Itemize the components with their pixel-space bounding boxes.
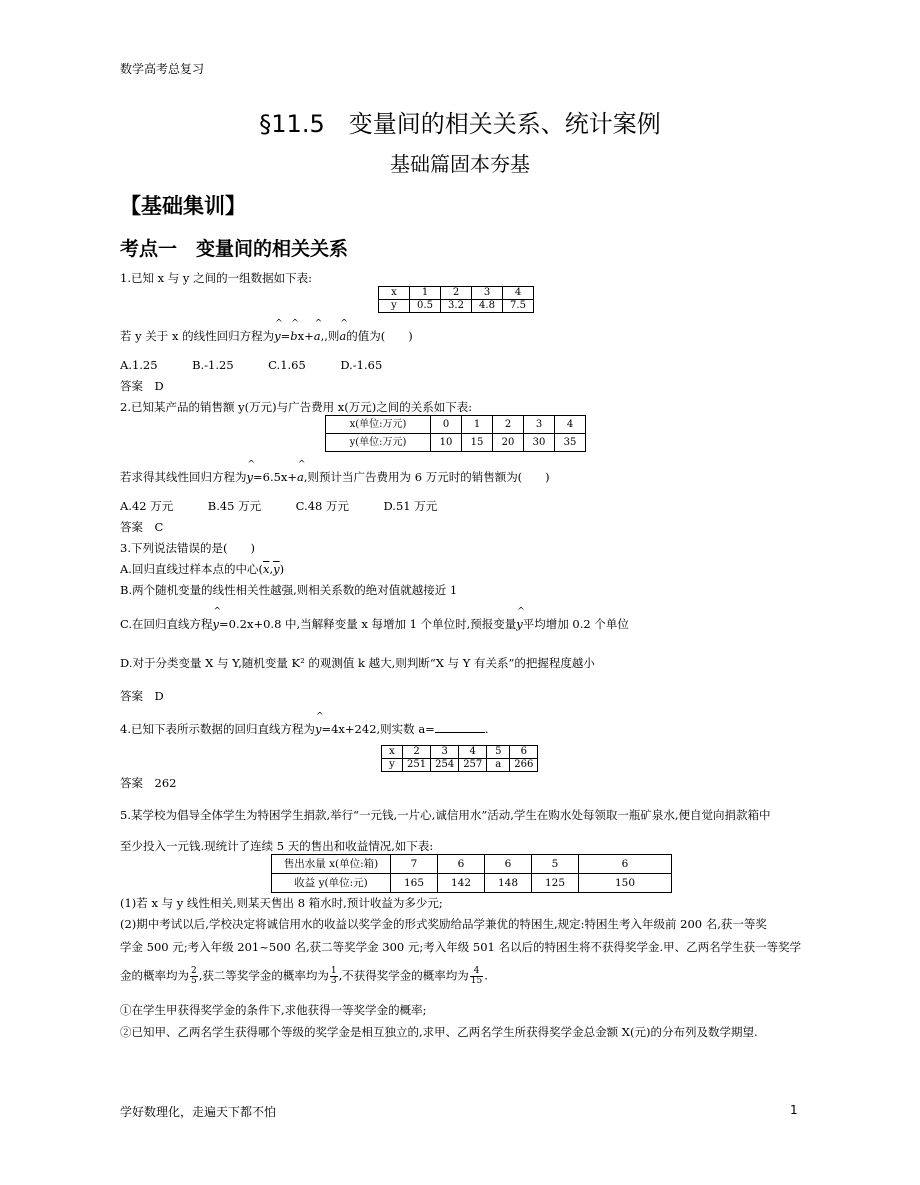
table-cell: y(单位:万元) — [326, 434, 431, 452]
q5-part2-line1: (2)期中考试以后,学校决定将诚信用水的收益以奖学金的形式奖励给品学兼优的特困生,规定:特困生考入年级前 200 名,获一等奖 — [120, 917, 767, 931]
table-cell: a — [487, 759, 510, 772]
q3-option-b: B.两个随机变量的线性相关性越强,则相关系数的绝对值就越接近 1 — [120, 583, 458, 597]
y-hat: ^ y — [213, 617, 220, 631]
page-header: 数学高考总复习 — [120, 62, 205, 76]
text-span: C.在回归直线方程 — [120, 617, 213, 631]
a-hat: ^ a — [297, 470, 304, 484]
table-cell: y — [382, 759, 403, 772]
table-row — [272, 855, 672, 874]
table-cell: 15 — [462, 434, 493, 452]
numerator: 4 — [470, 967, 483, 977]
table-cell: 251 — [403, 759, 431, 772]
q5-sub2: ②已知甲、乙两名学生获得哪个等级的奖学金是相互独立的,求甲、乙两名学生所获得奖学金总金额 X(元)的分布列及数学期望. — [120, 1025, 758, 1039]
q1-table — [378, 286, 534, 313]
q5-part2-line2: 学金 500 元;考入年级 201~500 名,获二等奖学金 300 元;考入年级 501 名以后的特困生将不获得奖学金.甲、乙两名学生获一等奖学 — [120, 940, 802, 954]
fraction — [470, 967, 483, 986]
text-span: ,,则 — [320, 329, 340, 343]
text-span: A.回归直线过样本点的中心( — [120, 562, 263, 576]
y-hat: ^ y — [516, 617, 523, 631]
q1-options: A.1.25 B.-1.25 C.1.65 D.-1.65 — [120, 358, 383, 372]
table-cell: 10 — [431, 434, 462, 452]
table-cell: 售出水量 x(单位:箱) — [272, 855, 391, 874]
text-span: . — [484, 722, 489, 736]
table-cell: 2 — [403, 746, 431, 759]
q3-option-c — [120, 616, 629, 632]
q1-regression-line — [120, 328, 413, 344]
table-cell: 148 — [485, 874, 532, 893]
table-cell: 3 — [431, 746, 459, 759]
q3-option-a — [120, 561, 284, 577]
text-span: =4x+242,则实数 a= — [321, 722, 435, 736]
table-cell: 30 — [524, 434, 555, 452]
q5-line2: 至少投入一元钱.现统计了连续 5 天的售出和收益情况,如下表: — [120, 839, 434, 853]
page-number: 1 — [790, 1103, 798, 1117]
text-span: 平均增加 0.2 个单位 — [522, 617, 629, 631]
q3-option-d: D.对于分类变量 X 与 Y,随机变量 K² 的观测值 k 越大,则判断“X 与 Y 有关系”的把握程度越小 — [120, 656, 595, 670]
q4-stem — [120, 721, 488, 737]
page-subtitle: 基础篇固本夯基 — [390, 152, 530, 176]
answer-blank — [435, 722, 485, 733]
text-span: , — [269, 562, 274, 576]
denominator: 15 — [470, 976, 483, 986]
table-row — [326, 434, 586, 452]
table-row — [379, 300, 534, 313]
table-cell: 254 — [431, 759, 459, 772]
numerator: 2 — [191, 966, 197, 976]
table-cell: 1 — [462, 416, 493, 434]
text-span: =0.2x+0.8 中,当解释变量 x 每增加 1 个单位时,预报变量 — [219, 617, 517, 631]
table-cell: x — [379, 287, 410, 300]
table-cell: 6 — [485, 855, 532, 874]
y-hat: ^ y — [274, 329, 281, 343]
fraction — [330, 967, 338, 986]
table-cell: 266 — [510, 759, 538, 772]
table-cell: 0.5 — [410, 300, 441, 313]
table-cell: 6 — [579, 855, 672, 874]
numerator: 1 — [330, 966, 337, 976]
text-span: 4.已知下表所示数据的回归直线方程为 — [120, 722, 315, 736]
table-cell: 3 — [524, 416, 555, 434]
table-cell: 3.2 — [441, 300, 472, 313]
q3-answer: 答案 D — [120, 689, 164, 703]
section-heading: 【基础集训】 — [120, 194, 246, 218]
q3-stem: 3.下列说法错误的是( ) — [120, 541, 255, 555]
text-span: x+ — [297, 329, 314, 343]
table-cell: 150 — [579, 874, 672, 893]
q2-options: A.42 万元 B.45 万元 C.48 万元 D.51 万元 — [120, 499, 438, 513]
table-cell: 2 — [441, 287, 472, 300]
q2-answer: 答案 C — [120, 520, 164, 534]
q4-table — [381, 745, 538, 772]
table-cell: 6 — [438, 855, 485, 874]
q4-answer: 答案 262 — [120, 776, 177, 790]
table-cell: 142 — [438, 874, 485, 893]
text-span: =6.5x+ — [253, 470, 298, 484]
topic-heading: 考点一 变量间的相关关系 — [120, 238, 349, 260]
q2-regression-line — [120, 469, 550, 485]
table-row — [382, 759, 538, 772]
table-cell: y — [379, 300, 410, 313]
text-span: ,不获得奖学金的概率均为 — [338, 968, 469, 983]
table-cell: x(单位:万元) — [326, 416, 431, 434]
text-span: 金的概率均为 — [120, 968, 189, 983]
text-span: 的值为( ) — [346, 329, 413, 343]
denominator: 3 — [330, 976, 337, 986]
table-cell: 6 — [510, 746, 538, 759]
q5-line1: 5.某学校为倡导全体学生为特困学生捐款,举行“一元钱,一片心,诚信用水”活动,学生在购水处每领取一瓶矿泉水,便自觉向捐款箱中 — [120, 808, 771, 822]
text-span: = — [280, 329, 291, 343]
table-cell: 5 — [487, 746, 510, 759]
a-hat: ^ a — [339, 329, 346, 343]
fraction — [190, 967, 198, 986]
table-row — [272, 874, 672, 893]
q5-part2-line3 — [120, 967, 488, 986]
q2-table — [325, 415, 586, 452]
a-hat: ^ a — [314, 329, 321, 343]
table-cell: 4 — [459, 746, 487, 759]
table-cell: 4 — [503, 287, 534, 300]
table-row — [326, 416, 586, 434]
table-row — [379, 287, 534, 300]
page-title: §11.5 变量间的相关关系、统计案例 — [259, 110, 661, 138]
table-cell: 7 — [391, 855, 438, 874]
table-row — [382, 746, 538, 759]
table-cell: 收益 y(单位:元) — [272, 874, 391, 893]
q2-stem: 2.已知某产品的销售额 y(万元)与广告费用 x(万元)之间的关系如下表: — [120, 400, 473, 414]
table-cell: 20 — [493, 434, 524, 452]
table-cell: 2 — [493, 416, 524, 434]
table-cell: 0 — [431, 416, 462, 434]
table-cell: 35 — [555, 434, 586, 452]
q1-stem: 1.已知 x 与 y 之间的一组数据如下表: — [120, 271, 312, 285]
table-cell: 125 — [532, 874, 579, 893]
y-hat: ^ y — [247, 470, 254, 484]
x-bar: $\overline{x}$ — [262, 562, 270, 576]
q5-sub1: ①在学生甲获得奖学金的条件下,求他获得一等奖学金的概率; — [120, 1003, 427, 1017]
text-span: ) — [279, 562, 285, 576]
text-span: 若 y 关于 x 的线性回归方程为 — [120, 329, 275, 343]
text-span: ,则预计当广告费用为 6 万元时的销售额为( ) — [303, 470, 550, 484]
q1-answer: 答案 D — [120, 379, 164, 393]
table-cell: 1 — [410, 287, 441, 300]
text-span: 若求得其线性回归方程为 — [120, 470, 247, 484]
text-span: ,获二等奖学金的概率均为 — [198, 968, 329, 983]
table-cell: 165 — [391, 874, 438, 893]
b-hat: ^ b — [290, 329, 297, 343]
y-bar: $\overline{y}$ — [273, 562, 280, 576]
table-cell: 7.5 — [503, 300, 534, 313]
y-hat: ^ y — [315, 722, 322, 736]
text-span: . — [484, 968, 488, 983]
table-cell: 4.8 — [472, 300, 503, 313]
table-cell: 257 — [459, 759, 487, 772]
q5-table — [271, 854, 672, 893]
table-cell: 5 — [532, 855, 579, 874]
table-cell: x — [382, 746, 403, 759]
denominator: 5 — [191, 976, 197, 986]
footer-slogan: 学好数理化，走遍天下都不怕 — [120, 1105, 277, 1119]
q5-part1: (1)若 x 与 y 线性相关,则某天售出 8 箱水时,预计收益为多少元; — [120, 896, 443, 910]
table-cell: 4 — [555, 416, 586, 434]
table-cell: 3 — [472, 287, 503, 300]
